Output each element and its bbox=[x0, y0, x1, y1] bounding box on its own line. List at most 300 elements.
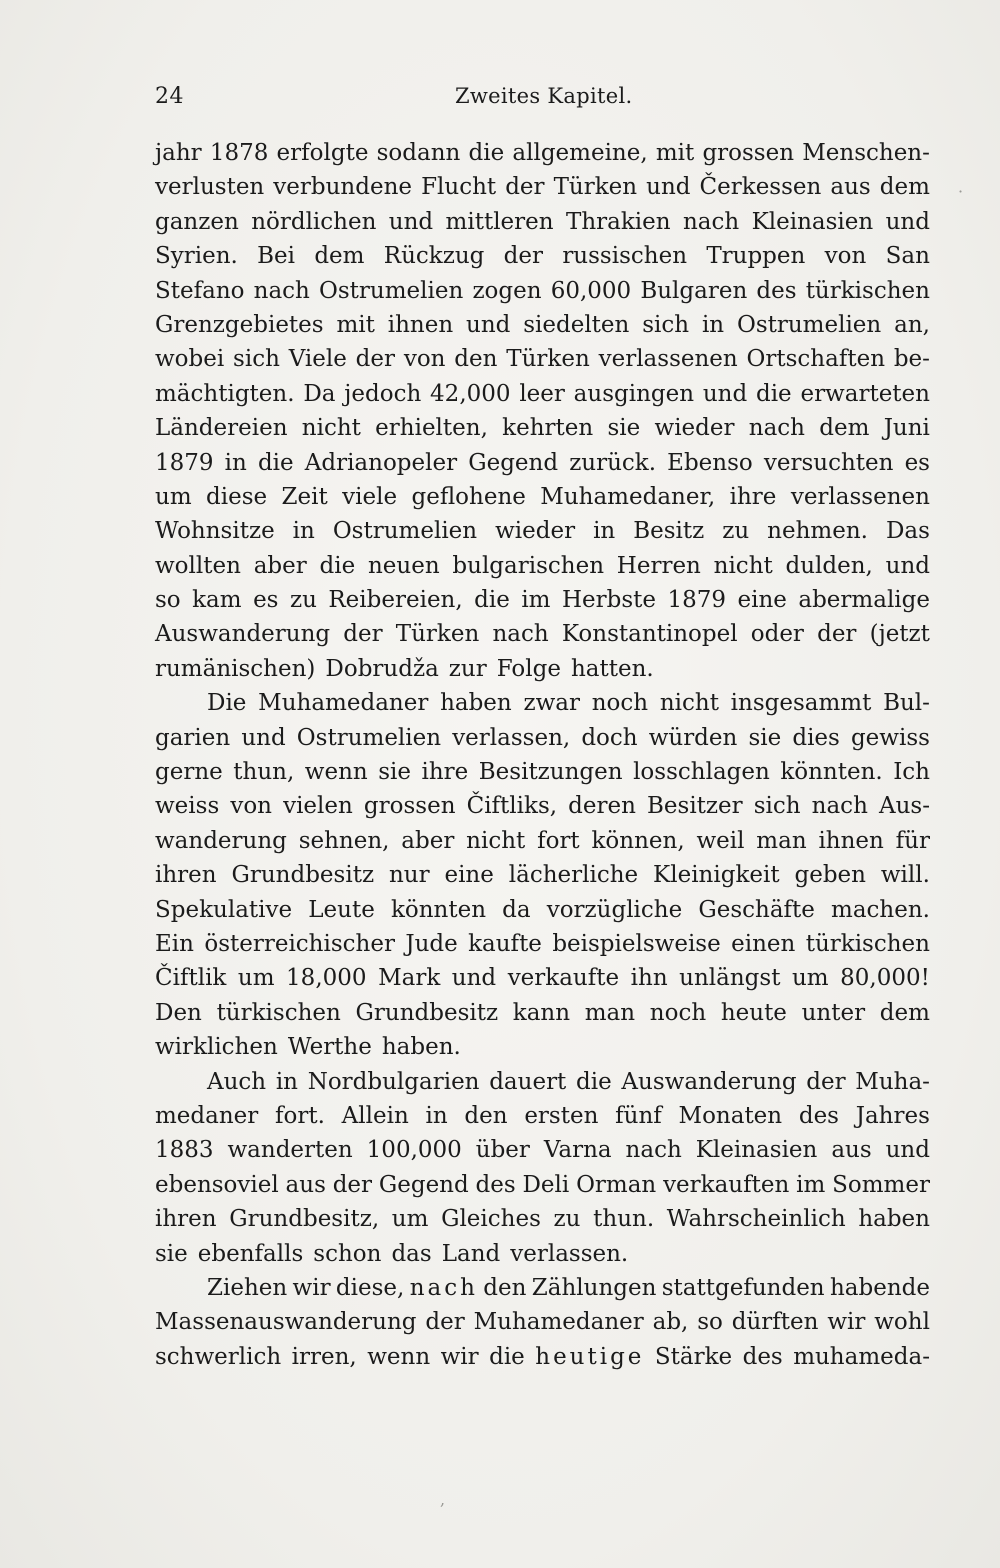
word: dauert bbox=[489, 1068, 567, 1095]
text-line bbox=[155, 789, 930, 823]
word: ihnen bbox=[818, 827, 884, 854]
word: Ostrumelien bbox=[319, 277, 464, 304]
word: verkaufte bbox=[507, 965, 620, 992]
word: die bbox=[489, 1343, 525, 1370]
word: wir bbox=[827, 1309, 866, 1336]
word: dulden, bbox=[785, 552, 873, 579]
text-line bbox=[155, 1168, 930, 1202]
text-line bbox=[155, 308, 930, 342]
word: lächerliche bbox=[508, 862, 639, 889]
word: Bul- bbox=[883, 690, 930, 717]
word: türkischen bbox=[805, 277, 930, 304]
word: Thrakien bbox=[565, 208, 671, 235]
word: mittleren bbox=[445, 208, 554, 235]
word: fünf bbox=[615, 1102, 662, 1129]
word: Deli bbox=[522, 1171, 570, 1198]
word: im bbox=[521, 587, 551, 614]
word: der bbox=[425, 1309, 465, 1336]
word: kam bbox=[192, 587, 242, 614]
word: nach bbox=[253, 277, 310, 304]
text-line bbox=[155, 583, 930, 617]
word: siedelten bbox=[523, 311, 630, 338]
word: sie bbox=[607, 415, 641, 442]
word: ersten bbox=[524, 1102, 599, 1129]
word: Wahrscheinlich bbox=[666, 1206, 846, 1233]
word: der bbox=[503, 243, 544, 270]
word: ihnen bbox=[387, 311, 454, 338]
word: San bbox=[885, 243, 930, 270]
word: den bbox=[454, 346, 498, 373]
word: die bbox=[755, 380, 792, 407]
word: die bbox=[468, 140, 505, 166]
word: thun, bbox=[233, 759, 295, 786]
word: geflohene bbox=[411, 483, 526, 510]
word: und bbox=[466, 311, 511, 338]
word: Sommer bbox=[832, 1171, 930, 1198]
text-line bbox=[155, 411, 930, 445]
word: können, bbox=[591, 827, 685, 854]
word: Herbste bbox=[561, 587, 657, 614]
word: Stärke bbox=[654, 1343, 733, 1370]
word: nach bbox=[625, 1137, 682, 1164]
word: Spekulative bbox=[155, 896, 293, 923]
word: um bbox=[237, 965, 275, 992]
word: Jude bbox=[405, 930, 458, 957]
word: verlassen. bbox=[510, 1240, 629, 1267]
word: sie bbox=[378, 759, 411, 786]
word: Kleinigkeit bbox=[653, 862, 780, 889]
word: stattgefunden bbox=[661, 1274, 825, 1301]
word: 1879 bbox=[667, 587, 727, 614]
word: Ostrumelien bbox=[296, 724, 442, 751]
word: Gegend bbox=[468, 449, 559, 476]
word: verlassenen bbox=[598, 346, 738, 373]
word: erwarteten bbox=[800, 380, 930, 407]
word: ihren bbox=[155, 862, 217, 889]
word: schwerlich bbox=[155, 1343, 282, 1370]
word: aber bbox=[253, 552, 307, 579]
word: garien bbox=[155, 724, 231, 751]
word: rumänischen) bbox=[155, 655, 316, 682]
word: österreichischer bbox=[204, 930, 395, 957]
word: wir bbox=[440, 1343, 479, 1370]
word: be- bbox=[893, 346, 930, 373]
word: Geschäfte bbox=[698, 896, 815, 923]
text-line bbox=[155, 1133, 930, 1167]
word: der bbox=[355, 346, 396, 373]
word: hatten. bbox=[570, 655, 654, 682]
text-line bbox=[155, 205, 930, 239]
word: Stefano bbox=[155, 277, 245, 304]
word: schon bbox=[313, 1240, 382, 1267]
word: um bbox=[791, 965, 829, 992]
word: dem bbox=[879, 174, 930, 201]
word: Muhamedaner bbox=[473, 1309, 644, 1336]
word: und bbox=[451, 965, 497, 992]
word: eine bbox=[444, 862, 494, 889]
word: von bbox=[230, 793, 272, 820]
word: und bbox=[885, 208, 930, 235]
word: aber bbox=[401, 827, 455, 854]
word: türkischen bbox=[805, 930, 930, 957]
word: dies bbox=[792, 724, 840, 751]
body-text bbox=[155, 136, 930, 1374]
word: Dobrudža bbox=[325, 655, 439, 682]
word: sich bbox=[753, 793, 801, 820]
word: für bbox=[895, 827, 930, 854]
word: aus bbox=[285, 1171, 326, 1198]
word: zogen bbox=[472, 277, 542, 304]
word: ihren bbox=[155, 1206, 217, 1233]
word: erhielten, bbox=[375, 415, 488, 442]
word: noch bbox=[649, 999, 707, 1026]
word: und bbox=[646, 174, 691, 201]
word: Čerkessen bbox=[699, 174, 822, 201]
word: grossen bbox=[702, 140, 795, 166]
word: medaner bbox=[155, 1102, 259, 1129]
word: nur bbox=[388, 862, 430, 889]
word: Truppen bbox=[706, 243, 806, 270]
word: des bbox=[475, 1171, 516, 1198]
word: Herren bbox=[616, 552, 701, 579]
word: und bbox=[702, 380, 748, 407]
word: Auswanderung bbox=[155, 621, 331, 648]
text-line bbox=[155, 342, 930, 376]
word: wohl bbox=[874, 1309, 930, 1336]
word: kehrten bbox=[502, 415, 594, 442]
word: Auswanderung bbox=[621, 1068, 797, 1095]
word: des bbox=[756, 277, 797, 304]
word: 1883 bbox=[155, 1137, 214, 1164]
word: Zählungen bbox=[531, 1274, 657, 1301]
word: die bbox=[319, 552, 356, 579]
word: dem bbox=[879, 999, 930, 1026]
word: 18,000 bbox=[286, 965, 367, 992]
word: Grundbesitz bbox=[231, 862, 375, 889]
text-line bbox=[155, 377, 930, 411]
word: Ländereien bbox=[155, 415, 288, 442]
word: Jahres bbox=[855, 1102, 930, 1129]
word: Gleiches bbox=[441, 1206, 541, 1233]
word: nach bbox=[409, 1274, 478, 1301]
word: Kleinasien bbox=[751, 208, 874, 235]
word: heutige bbox=[535, 1343, 645, 1370]
word: bulgarischen bbox=[452, 552, 605, 579]
word: sich bbox=[233, 346, 280, 373]
text-line bbox=[155, 927, 930, 961]
word: Ebenso bbox=[667, 449, 753, 476]
word: haben bbox=[440, 690, 512, 717]
word: habende bbox=[829, 1274, 930, 1301]
word: losschlagen bbox=[633, 759, 770, 786]
text-line bbox=[155, 274, 930, 308]
word: nicht bbox=[659, 690, 719, 717]
word: Grundbesitz, bbox=[229, 1206, 380, 1233]
word: diese, bbox=[335, 1274, 405, 1301]
word: zu bbox=[722, 518, 750, 545]
word: Nordbulgarien bbox=[307, 1068, 480, 1095]
word: Aus- bbox=[878, 793, 930, 820]
word: in bbox=[593, 518, 616, 545]
text-line bbox=[155, 1340, 930, 1374]
word: sie bbox=[748, 724, 782, 751]
word: verlassen, bbox=[452, 724, 571, 751]
word: so bbox=[155, 587, 181, 614]
text-line bbox=[155, 239, 930, 273]
word: in bbox=[224, 449, 247, 476]
text-line bbox=[155, 1237, 930, 1271]
word: man bbox=[584, 999, 636, 1026]
word: den bbox=[464, 1102, 508, 1129]
text-line bbox=[155, 961, 930, 995]
text-line bbox=[155, 858, 930, 892]
word: jahr bbox=[155, 140, 202, 166]
text-line bbox=[155, 1271, 930, 1305]
word: man bbox=[756, 827, 807, 854]
word: fort. bbox=[275, 1102, 325, 1129]
word: noch bbox=[591, 690, 649, 717]
word: wieder bbox=[654, 415, 735, 442]
word: vorzügliche bbox=[546, 896, 683, 923]
word: oder bbox=[750, 621, 804, 648]
word: fort bbox=[537, 827, 580, 854]
word: nach bbox=[682, 208, 740, 235]
text-line bbox=[155, 1305, 930, 1339]
word: nicht bbox=[301, 415, 361, 442]
text-line bbox=[155, 480, 930, 514]
word: 1879 bbox=[155, 449, 214, 476]
word: Reibereien, bbox=[328, 587, 463, 614]
word: in bbox=[701, 311, 725, 338]
word: Gegend bbox=[378, 1171, 469, 1198]
word: irren, bbox=[291, 1343, 357, 1370]
word: 42,000 bbox=[430, 380, 511, 407]
word: will. bbox=[880, 862, 930, 889]
word: unter bbox=[801, 999, 866, 1026]
word: der bbox=[505, 174, 545, 201]
word: eine bbox=[737, 587, 787, 614]
word: mächtigten. bbox=[155, 380, 295, 407]
word: ihre bbox=[729, 483, 777, 510]
word: an, bbox=[894, 311, 930, 338]
word: Muhamedaner bbox=[258, 690, 429, 717]
text-line bbox=[155, 686, 930, 720]
word: weil bbox=[696, 827, 745, 854]
word: Ich bbox=[893, 759, 930, 786]
word: mit bbox=[336, 311, 375, 338]
word: der bbox=[806, 1068, 846, 1095]
text-line bbox=[155, 170, 930, 204]
word: zu bbox=[289, 587, 317, 614]
word: Monaten bbox=[678, 1102, 783, 1129]
word: die bbox=[576, 1068, 612, 1095]
word: Land bbox=[441, 1240, 501, 1267]
word: weiss bbox=[155, 793, 220, 820]
word: wir bbox=[292, 1274, 331, 1301]
word: nicht bbox=[466, 827, 526, 854]
word: wanderung bbox=[155, 827, 287, 854]
word: und bbox=[241, 724, 286, 751]
word: würden bbox=[648, 724, 738, 751]
word: kaufte bbox=[468, 930, 542, 957]
word: es bbox=[253, 587, 279, 614]
word: Bei bbox=[257, 243, 296, 270]
running-head bbox=[155, 84, 930, 114]
word: um bbox=[391, 1206, 429, 1233]
word: um bbox=[155, 483, 192, 510]
word: Besitzer bbox=[647, 793, 743, 820]
word: dem bbox=[314, 243, 365, 270]
word: mit bbox=[655, 140, 695, 166]
word: Grenzgebietes bbox=[155, 311, 324, 338]
word: der bbox=[343, 621, 383, 648]
word: da bbox=[502, 896, 531, 923]
word: die bbox=[474, 587, 510, 614]
word: geben bbox=[794, 862, 866, 889]
word: des bbox=[742, 1343, 783, 1370]
word: leer bbox=[519, 380, 565, 407]
word: und bbox=[388, 208, 434, 235]
word: aus bbox=[830, 174, 871, 201]
text-line bbox=[155, 617, 930, 651]
word: sodann bbox=[376, 140, 461, 166]
word: abermalige bbox=[798, 587, 930, 614]
word: Menschen- bbox=[802, 140, 930, 166]
word: nach bbox=[811, 793, 868, 820]
word: nicht bbox=[713, 552, 773, 579]
word: verlusten bbox=[155, 174, 265, 201]
word: vielen bbox=[283, 793, 353, 820]
word: in bbox=[425, 1102, 448, 1129]
word: Türken bbox=[506, 346, 590, 373]
word: ihn bbox=[630, 965, 668, 992]
word: Viele bbox=[288, 346, 347, 373]
word: Massenauswanderung bbox=[155, 1309, 417, 1336]
word: deren bbox=[568, 793, 636, 820]
word: zwar bbox=[523, 690, 580, 717]
word: gewiss bbox=[850, 724, 930, 751]
text-line bbox=[155, 1065, 930, 1099]
word: Syrien. bbox=[155, 243, 238, 270]
word: nach bbox=[748, 415, 805, 442]
word: sehnen, bbox=[298, 827, 390, 854]
word: wenn bbox=[367, 1343, 431, 1370]
word: dem bbox=[819, 415, 870, 442]
word: Türken bbox=[395, 621, 480, 648]
text-line bbox=[155, 652, 930, 686]
word: gerne bbox=[155, 759, 223, 786]
text-line bbox=[155, 755, 930, 789]
word: Muha- bbox=[855, 1068, 930, 1095]
word: Wohnsitze bbox=[155, 518, 275, 545]
word: von bbox=[403, 346, 446, 373]
word: erfolgte bbox=[276, 140, 369, 166]
word: haben bbox=[858, 1206, 930, 1233]
word: könnten. bbox=[780, 759, 883, 786]
text-line bbox=[155, 1099, 930, 1133]
word: viele bbox=[342, 483, 398, 510]
word: Rückzug bbox=[383, 243, 485, 270]
word: Grundbesitz bbox=[355, 999, 499, 1026]
word: unlängst bbox=[679, 965, 781, 992]
word: Besitz bbox=[633, 518, 705, 545]
word: (jetzt bbox=[869, 621, 930, 648]
word: Bulgaren bbox=[640, 277, 748, 304]
word: verkauften bbox=[663, 1171, 790, 1198]
word: insgesammt bbox=[730, 690, 872, 717]
word: ebensoviel bbox=[155, 1171, 279, 1198]
word: diese bbox=[206, 483, 268, 510]
word: und bbox=[885, 1137, 930, 1164]
word: Ostrumelien bbox=[332, 518, 478, 545]
word: Ziehen bbox=[207, 1274, 288, 1301]
chapter-title: Zweites Kapitel. bbox=[455, 84, 633, 108]
word: Čiftliks, bbox=[466, 793, 558, 820]
word: jedoch bbox=[344, 380, 422, 407]
word: Varna bbox=[543, 1137, 612, 1164]
word: kann bbox=[512, 999, 571, 1026]
word: wobei bbox=[155, 346, 225, 373]
word: des bbox=[798, 1102, 839, 1129]
word: wieder bbox=[495, 518, 576, 545]
word: aus bbox=[831, 1137, 872, 1164]
word: Ostrumelien bbox=[736, 311, 882, 338]
word: Türken bbox=[553, 174, 638, 201]
word: in bbox=[275, 1068, 298, 1095]
word: ganzen bbox=[155, 208, 239, 235]
word: Ein bbox=[155, 930, 194, 957]
word: 100,000 bbox=[366, 1137, 462, 1164]
word: muhameda- bbox=[793, 1343, 930, 1370]
word: beispielsweise bbox=[552, 930, 721, 957]
word: grossen bbox=[363, 793, 456, 820]
word: zurück. bbox=[569, 449, 657, 476]
text-line bbox=[155, 893, 930, 927]
text-line bbox=[155, 549, 930, 583]
word: Auch bbox=[207, 1068, 267, 1095]
word: 80,000! bbox=[840, 965, 930, 992]
word: ab, bbox=[652, 1309, 689, 1336]
word: 60,000 bbox=[550, 277, 632, 304]
word: Konstantinopel bbox=[561, 621, 738, 648]
word: Kleinasien bbox=[695, 1137, 818, 1164]
word: Juni bbox=[883, 415, 930, 442]
text-line bbox=[155, 446, 930, 480]
word: den bbox=[483, 1274, 527, 1301]
word: wanderten bbox=[227, 1137, 353, 1164]
text-line bbox=[155, 1202, 930, 1236]
word: nördlichen bbox=[251, 208, 377, 235]
word: dürften bbox=[731, 1309, 819, 1336]
word: Die bbox=[207, 690, 247, 717]
word: die bbox=[257, 449, 294, 476]
word: haben. bbox=[381, 1034, 461, 1061]
word: russischen bbox=[562, 243, 688, 270]
word: einen bbox=[731, 930, 796, 957]
word: Folge bbox=[496, 655, 561, 682]
word: Muhamedaner, bbox=[540, 483, 716, 510]
word: sie bbox=[155, 1240, 188, 1267]
word: allgemeine, bbox=[512, 140, 648, 166]
word: in bbox=[292, 518, 315, 545]
word: so bbox=[697, 1309, 723, 1336]
text-line bbox=[155, 721, 930, 755]
word: Zeit bbox=[281, 483, 328, 510]
word: versuchten bbox=[763, 449, 894, 476]
word: das bbox=[391, 1240, 432, 1267]
word: Ortschaften bbox=[746, 346, 886, 373]
word: wenn bbox=[304, 759, 368, 786]
